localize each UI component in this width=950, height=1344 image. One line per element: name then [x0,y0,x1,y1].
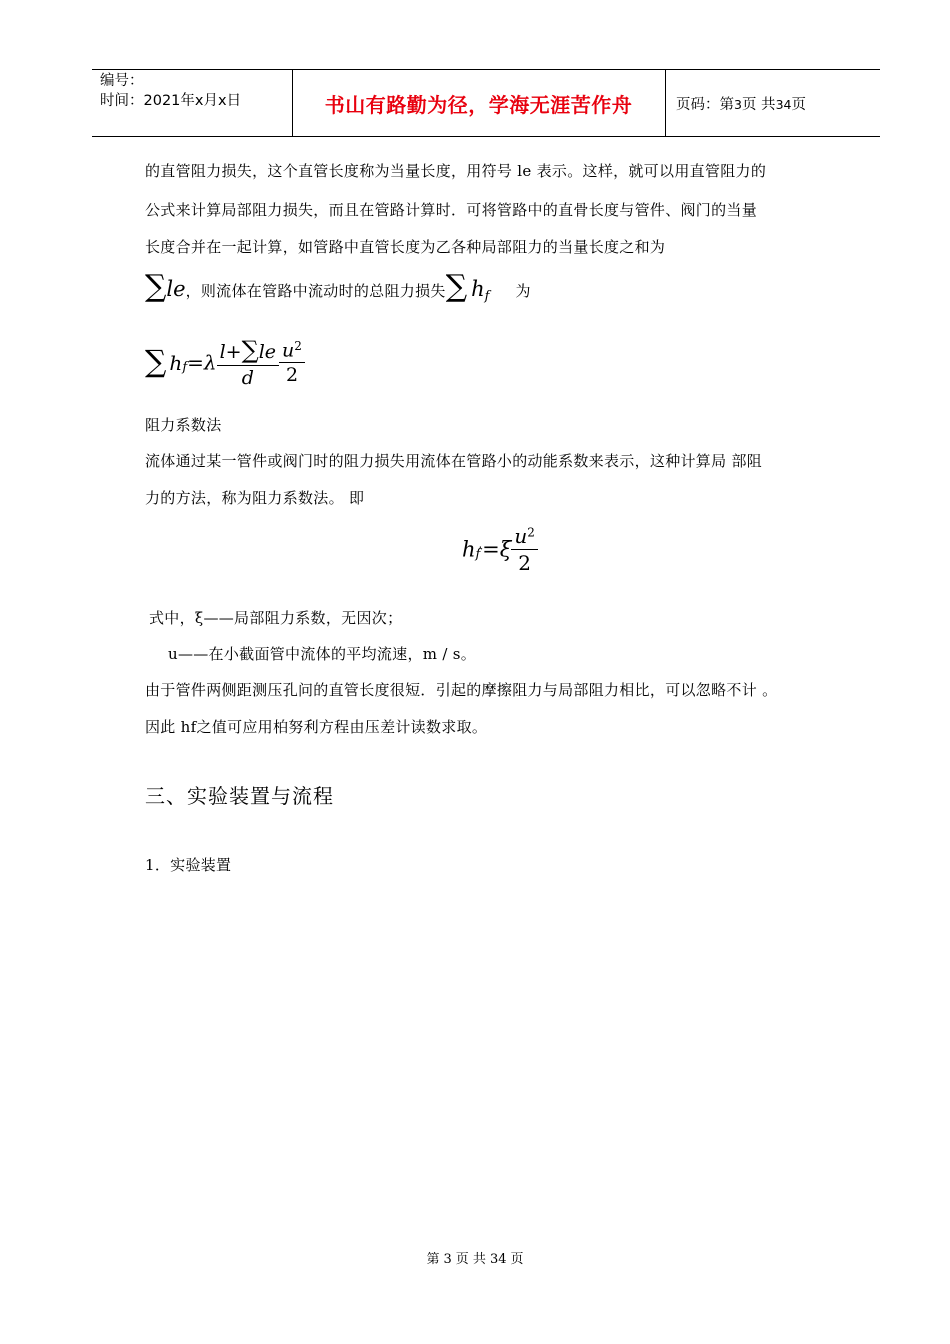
local-resistance-formula: $h_f^,=\xi$ $\frac{u^2}{2}$ [462,524,538,575]
paragraph-line: 由于管件两侧距测压孔问的直管长度很短．引起的摩擦阻力与局部阻力相比，可以忽略不计 。 [145,681,778,699]
time-label: 时间：2021年x月x日 [100,93,242,109]
math-h: h [471,277,485,301]
header-divider [665,70,666,136]
math-le: le [166,277,186,301]
section-heading: 三、实验装置与流程 [145,784,334,808]
code-label: 编号： [100,73,144,89]
document-header [92,69,880,137]
paragraph-line: 的直管阻力损失，这个直管长度称为当量长度，用符号 le 表示。这样，就可以用直管阻力的 [145,162,767,180]
page-footer: 第 3 页 共 34 页 [426,1252,524,1267]
header-page-total: 34 [775,97,792,112]
header-motto: 书山有路勤为径，学海无涯苦作舟 [324,93,633,117]
paragraph-line-with-math: ∑le，则流体在管路中流动时的总阻力损失∑ $h_f$ 为 [145,269,531,305]
section-subheading: 1．实验装置 [145,856,232,874]
paragraph-line: 力的方法，称为阻力系数法。 即 [145,489,365,507]
header-page-current: 3 [734,97,742,112]
fraction-velocity-head: $\frac{u^2}{2}$ [279,339,305,386]
header-page-info: 页码：第3页 共34页 [676,97,806,113]
total-resistance-formula: ∑ $h_f=\lambda$ $\frac{l+\sum le}{d}$ $\frac{u^2}{2}$ [145,336,305,389]
math-subscript-f: f [484,289,490,305]
header-meta [100,71,241,111]
footer-page-total: 34 [489,1252,507,1267]
fraction-length-over-d: $\frac{l+\sum le}{d}$ [217,336,279,389]
paragraph-line: 公式来计算局部阻力损失，而且在管路计算时．可将管路中的直骨长度与管件、阀门的当量 [145,201,758,219]
paragraph-line: 长度合并在一起计算，如管路中直管长度为乙各种局部阻力的当量长度之和为 [145,238,666,256]
fraction-velocity-head: $\frac{u^2}{2}$ [511,524,538,575]
where-xi: 式中，ξ——局部阻力系数，无因次； [149,609,403,627]
paragraph-line: 流体通过某一管件或阀门时的阻力损失用流体在管路小的动能系数来表示，这种计算局 部阻 [145,452,763,470]
sum-symbol: ∑ [145,269,167,304]
footer-page-current: 3 [443,1252,452,1267]
sum-symbol: ∑ [445,269,468,304]
where-u: u——在小截面管中流体的平均流速，m / s。 [168,645,477,663]
paragraph-line: 因此 hf之值可应用柏努利方程由压差计读数求取。 [145,718,488,736]
method-title: 阻力系数法 [145,416,222,434]
